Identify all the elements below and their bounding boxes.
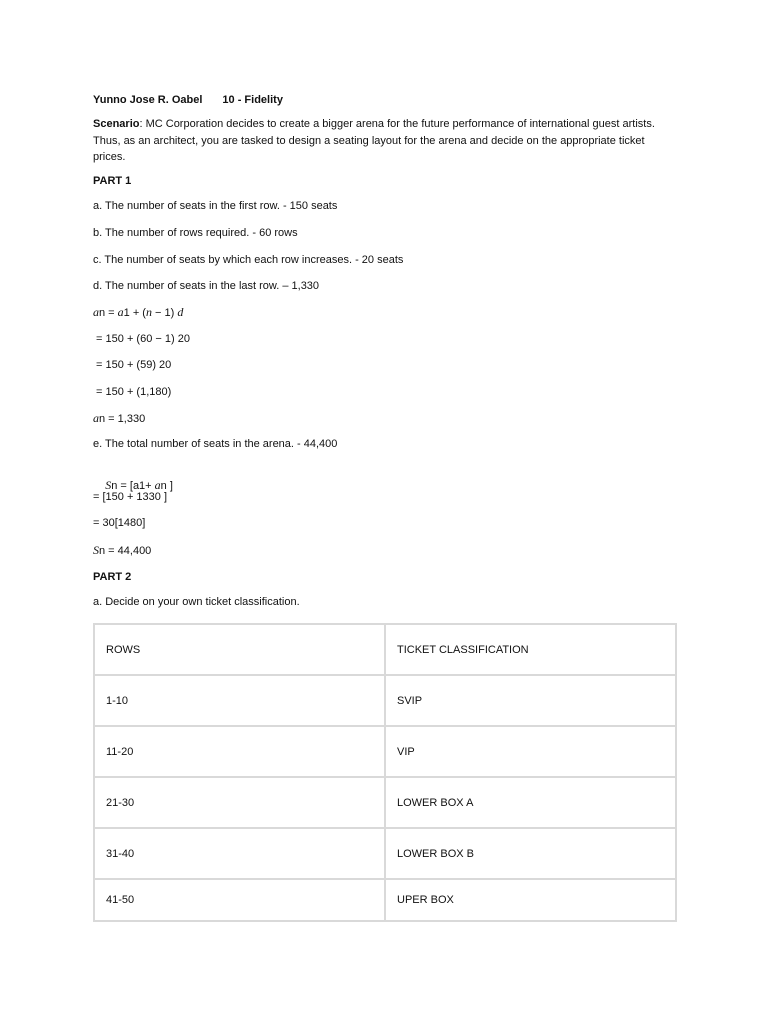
an-step-2: = 150 + (59) 20 (93, 359, 172, 371)
part2-item-a: a. Decide on your own ticket classification. (93, 596, 300, 608)
table-cell: LOWER BOX B (385, 828, 676, 879)
ticket-classification-table (93, 623, 677, 922)
table-cell: VIP (385, 726, 676, 777)
table-cell: 1-10 (94, 675, 385, 726)
table-row (94, 726, 676, 777)
formula-text: n = 1,330 (99, 413, 146, 425)
formula-var: S (93, 543, 99, 557)
formula-text: − 1) (151, 307, 178, 319)
table-cell: UPER BOX (385, 879, 676, 921)
formula-text: n = [a1+ (111, 480, 155, 492)
table-header-row (94, 624, 676, 675)
part2-title: PART 2 (93, 571, 132, 583)
formula-var: a (117, 305, 124, 319)
table-row (94, 828, 676, 879)
part1-item-a: a. The number of seats in the first row. - 150 seats (93, 200, 338, 212)
formula-var: a (93, 305, 99, 319)
student-name: Yunno Jose R. Oabel (93, 94, 203, 106)
table-header-cell: TICKET CLASSIFICATION (385, 624, 676, 675)
sn-step-1: = [150 + 1330 ] (93, 491, 168, 503)
formula-text: 1 + ( (123, 307, 146, 319)
sn-result (93, 543, 151, 558)
part1-item-e: e. The total number of seats in the arena. - 44,400 (93, 438, 338, 450)
table-cell: SVIP (385, 675, 676, 726)
table-cell: 11-20 (94, 726, 385, 777)
table-row (94, 777, 676, 828)
scenario-paragraph (93, 116, 663, 166)
part1-title: PART 1 (93, 175, 132, 187)
table-cell: 31-40 (94, 828, 385, 879)
formula-text: n = 44,400 (99, 545, 152, 557)
table-header-cell: ROWS (94, 624, 385, 675)
scenario-text: : MC Corporation decides to create a bigger arena for the future performance of international guest artists. Thus, as an architect, you are tasked to design a seating layout for the arena and decide on the appropriate ticket prices. (93, 118, 655, 163)
formula-var: a (93, 411, 99, 425)
table-row (94, 879, 676, 921)
formula-text: n ] (160, 480, 173, 492)
part1-item-c: c. The number of seats by which each row increases. - 20 seats (93, 254, 404, 266)
table-cell: 21-30 (94, 777, 385, 828)
sn-step-2: = 30[1480] (93, 517, 146, 529)
formula-var: d (177, 305, 184, 319)
formula-var: n (145, 305, 152, 319)
student-section: 10 - Fidelity (222, 94, 283, 106)
formula-var: a (154, 478, 161, 492)
part1-item-b: b. The number of rows required. - 60 rows (93, 227, 298, 239)
scenario-label: Scenario (93, 118, 140, 130)
formula-text: n = (99, 307, 118, 319)
formula-var: S (105, 478, 112, 492)
an-step-3: = 150 + (1,180) (93, 386, 172, 398)
document-header (93, 93, 283, 107)
part1-item-d: d. The number of seats in the last row. – 1,330 (93, 280, 320, 292)
table-row (94, 675, 676, 726)
table-cell: LOWER BOX A (385, 777, 676, 828)
an-result (93, 411, 145, 426)
table-cell: 41-50 (94, 879, 385, 921)
an-step-1: = 150 + (60 − 1) 20 (93, 333, 190, 345)
formula-an (93, 305, 183, 320)
